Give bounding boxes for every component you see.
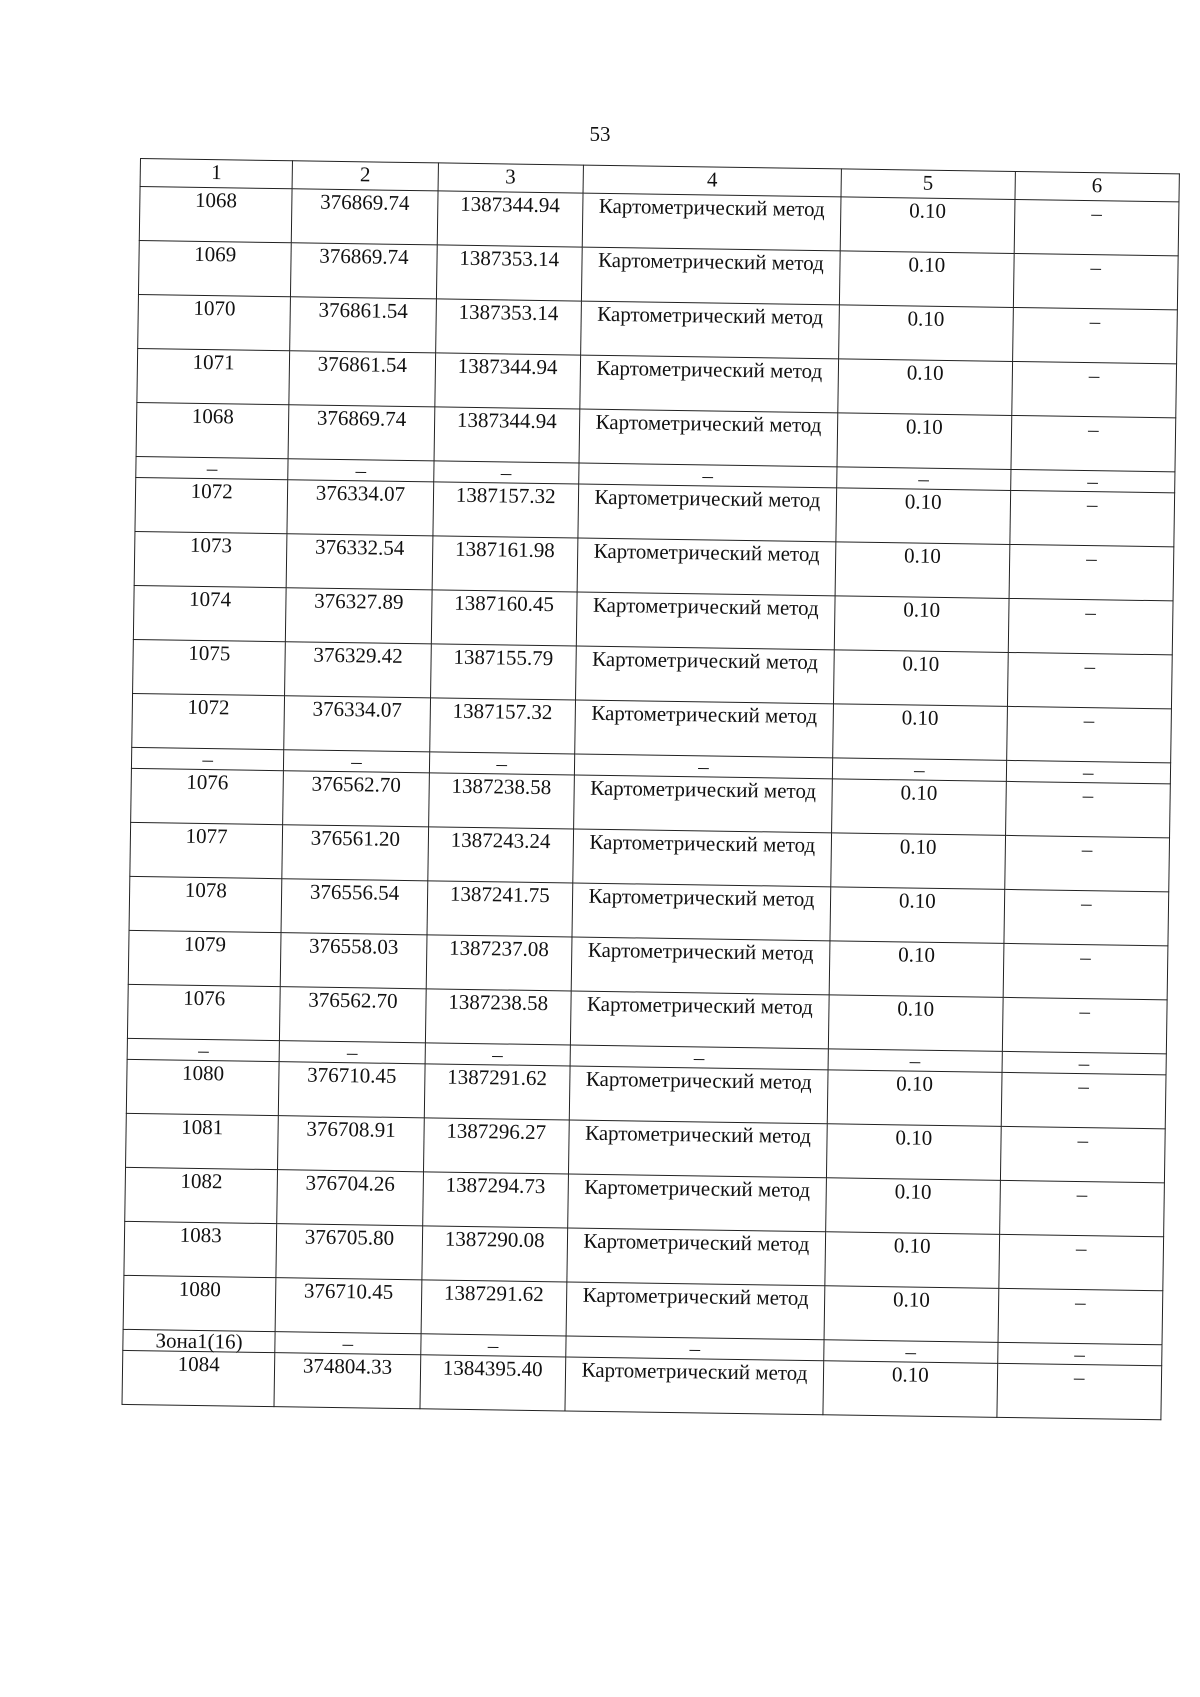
separator-cell: – bbox=[279, 1041, 425, 1064]
point-number-cell: 1074 bbox=[133, 585, 286, 641]
note-cell: – bbox=[1007, 652, 1172, 708]
separator-cell: – bbox=[824, 1340, 998, 1364]
y-coordinate-cell: 1387294.73 bbox=[422, 1172, 568, 1228]
accuracy-cell: 0.10 bbox=[831, 833, 1005, 890]
accuracy-cell: 0.10 bbox=[832, 779, 1006, 836]
separator-cell: – bbox=[828, 1049, 1002, 1073]
accuracy-cell: 0.10 bbox=[837, 413, 1011, 470]
method-cell: Картометрический метод bbox=[580, 355, 839, 413]
x-coordinate-cell: 376710.45 bbox=[275, 1278, 421, 1334]
note-cell: – bbox=[1002, 997, 1167, 1053]
x-coordinate-cell: 376327.89 bbox=[286, 588, 432, 644]
note-cell: – bbox=[1009, 490, 1174, 546]
x-coordinate-cell: 374804.33 bbox=[274, 1353, 420, 1409]
accuracy-cell: 0.10 bbox=[835, 542, 1009, 599]
method-cell: Картометрический метод bbox=[565, 1357, 824, 1415]
note-cell: – bbox=[998, 1234, 1163, 1290]
note-cell: – bbox=[1014, 199, 1179, 255]
point-number-cell: 1080 bbox=[123, 1275, 276, 1331]
method-cell: Картометрический метод bbox=[580, 301, 839, 359]
y-coordinate-cell: 1387157.32 bbox=[432, 482, 578, 538]
header-cell-2: 2 bbox=[292, 161, 438, 191]
header-cell-5: 5 bbox=[841, 169, 1015, 200]
separator-cell: – bbox=[997, 1342, 1162, 1365]
separator-cell: – bbox=[284, 750, 430, 773]
y-coordinate-cell: 1387290.08 bbox=[421, 1226, 567, 1282]
separator-cell: – bbox=[574, 754, 833, 779]
point-number-cell: 1076 bbox=[131, 768, 284, 824]
separator-cell: – bbox=[288, 459, 434, 482]
point-number-cell: 1080 bbox=[126, 1059, 279, 1115]
x-coordinate-cell: 376861.54 bbox=[290, 297, 436, 353]
accuracy-cell: 0.10 bbox=[827, 1070, 1001, 1127]
separator-cell: – bbox=[566, 1336, 825, 1361]
point-number-cell: 1071 bbox=[137, 348, 290, 404]
y-coordinate-cell: 1387291.62 bbox=[421, 1280, 567, 1336]
x-coordinate-cell: 376329.42 bbox=[285, 642, 431, 698]
page-number: 53 bbox=[589, 122, 611, 146]
point-number-cell: 1068 bbox=[139, 187, 292, 243]
accuracy-cell: 0.10 bbox=[836, 488, 1010, 545]
method-cell: Картометрический метод bbox=[567, 1174, 826, 1232]
separator-cell: – bbox=[127, 1038, 280, 1061]
x-coordinate-cell: 376710.45 bbox=[279, 1062, 425, 1118]
separator-cell: – bbox=[570, 1045, 829, 1070]
method-cell: Картометрический метод bbox=[575, 646, 834, 704]
method-cell: Картометрический метод bbox=[579, 409, 838, 467]
method-cell: Картометрический метод bbox=[568, 1120, 827, 1178]
x-coordinate-cell: 376556.54 bbox=[281, 879, 427, 935]
y-coordinate-cell: 1384395.40 bbox=[420, 1355, 566, 1411]
x-coordinate-cell: 376334.07 bbox=[284, 696, 430, 752]
note-cell: – bbox=[1000, 1126, 1165, 1182]
method-cell: Картометрический метод bbox=[576, 592, 835, 650]
point-number-cell: 1081 bbox=[126, 1113, 279, 1169]
method-cell: Картометрический метод bbox=[573, 775, 832, 833]
y-coordinate-cell: 1387157.32 bbox=[429, 698, 575, 754]
method-cell: Картометрический метод bbox=[570, 991, 829, 1049]
point-number-cell: 1076 bbox=[127, 984, 280, 1040]
y-coordinate-cell: 1387296.27 bbox=[423, 1118, 569, 1174]
point-number-cell: 1082 bbox=[125, 1167, 278, 1223]
accuracy-cell: 0.10 bbox=[833, 704, 1007, 761]
note-cell: – bbox=[1001, 1072, 1166, 1128]
x-coordinate-cell: 376704.26 bbox=[277, 1170, 423, 1226]
method-cell: Картометрический метод bbox=[573, 829, 832, 887]
note-cell: – bbox=[1013, 253, 1178, 309]
accuracy-cell: 0.10 bbox=[824, 1286, 998, 1343]
x-coordinate-cell: 376561.20 bbox=[282, 825, 428, 881]
point-number-cell: 1070 bbox=[138, 294, 291, 350]
note-cell: – bbox=[1011, 415, 1176, 471]
method-cell: Картометрический метод bbox=[566, 1282, 825, 1340]
x-coordinate-cell: 376869.74 bbox=[288, 405, 434, 461]
y-coordinate-cell: 1387160.45 bbox=[431, 590, 577, 646]
note-cell: – bbox=[1003, 889, 1168, 945]
accuracy-cell: 0.10 bbox=[834, 596, 1008, 653]
separator-cell: – bbox=[837, 467, 1011, 491]
accuracy-cell: 0.10 bbox=[828, 995, 1002, 1052]
y-coordinate-cell: 1387241.75 bbox=[427, 881, 573, 937]
y-coordinate-cell: 1387353.14 bbox=[435, 299, 581, 355]
x-coordinate-cell: 376562.70 bbox=[283, 771, 429, 827]
note-cell: – bbox=[1012, 307, 1177, 363]
note-cell: – bbox=[1008, 598, 1173, 654]
method-cell: Картометрический метод bbox=[569, 1066, 828, 1124]
accuracy-cell: 0.10 bbox=[834, 650, 1008, 707]
point-number-cell: 1072 bbox=[135, 477, 288, 533]
method-cell: Картометрический метод bbox=[577, 538, 836, 596]
method-cell: Картометрический метод bbox=[572, 883, 831, 941]
point-number-cell: 1069 bbox=[138, 240, 291, 296]
accuracy-cell: 0.10 bbox=[839, 305, 1013, 362]
separator-cell: – bbox=[131, 747, 284, 770]
accuracy-cell: 0.10 bbox=[830, 887, 1004, 944]
x-coordinate-cell: 376708.91 bbox=[278, 1116, 424, 1172]
x-coordinate-cell: 376334.07 bbox=[287, 480, 433, 536]
accuracy-cell: 0.10 bbox=[826, 1178, 1000, 1235]
accuracy-cell: 0.10 bbox=[838, 359, 1012, 416]
x-coordinate-cell: 376869.74 bbox=[292, 189, 438, 245]
header-cell-4: 4 bbox=[583, 165, 842, 197]
x-coordinate-cell: 376332.54 bbox=[286, 534, 432, 590]
separator-cell: – bbox=[275, 1332, 421, 1355]
header-cell-3: 3 bbox=[438, 163, 584, 193]
method-cell: Картометрический метод bbox=[575, 700, 834, 758]
point-number-cell: 1068 bbox=[136, 402, 289, 458]
note-cell: – bbox=[998, 1288, 1163, 1344]
method-cell: Картометрический метод bbox=[571, 937, 830, 995]
separator-cell: – bbox=[832, 758, 1006, 782]
point-number-cell: 1073 bbox=[134, 531, 287, 587]
point-number-cell: 1079 bbox=[128, 930, 281, 986]
separator-cell: – bbox=[136, 456, 289, 479]
separator-cell: – bbox=[425, 1043, 571, 1066]
y-coordinate-cell: 1387344.94 bbox=[434, 353, 580, 409]
separator-cell: – bbox=[579, 463, 838, 488]
separator-cell: – bbox=[433, 461, 579, 484]
x-coordinate-cell: 376861.54 bbox=[289, 351, 435, 407]
header-cell-1: 1 bbox=[140, 159, 293, 189]
accuracy-cell: 0.10 bbox=[829, 941, 1003, 998]
x-coordinate-cell: 376562.70 bbox=[280, 987, 426, 1043]
y-coordinate-cell: 1387237.08 bbox=[426, 935, 572, 991]
accuracy-cell: 0.10 bbox=[825, 1232, 999, 1289]
note-cell: – bbox=[1006, 706, 1171, 762]
point-number-cell: 1078 bbox=[129, 876, 282, 932]
separator-cell: – bbox=[429, 752, 575, 775]
method-cell: Картометрический метод bbox=[567, 1228, 826, 1286]
separator-cell: – bbox=[1010, 469, 1175, 492]
y-coordinate-cell: 1387344.94 bbox=[434, 407, 580, 463]
point-number-cell: 1075 bbox=[133, 639, 286, 695]
point-number-cell: 1072 bbox=[132, 693, 285, 749]
point-number-cell: 1084 bbox=[122, 1350, 275, 1406]
y-coordinate-cell: 1387161.98 bbox=[432, 536, 578, 592]
accuracy-cell: 0.10 bbox=[839, 251, 1013, 308]
note-cell: – bbox=[996, 1363, 1161, 1419]
x-coordinate-cell: 376869.74 bbox=[291, 243, 437, 299]
x-coordinate-cell: 376705.80 bbox=[276, 1224, 422, 1280]
y-coordinate-cell: 1387155.79 bbox=[430, 644, 576, 700]
method-cell: Картометрический метод bbox=[581, 247, 840, 305]
table-body bbox=[122, 159, 1179, 1420]
x-coordinate-cell: 376558.03 bbox=[281, 933, 427, 989]
y-coordinate-cell: 1387238.58 bbox=[425, 989, 571, 1045]
note-cell: – bbox=[1009, 544, 1174, 600]
separator-cell: – bbox=[1002, 1051, 1167, 1074]
y-coordinate-cell: 1387344.94 bbox=[437, 191, 583, 247]
method-cell: Картометрический метод bbox=[578, 484, 837, 542]
note-cell: – bbox=[1003, 943, 1168, 999]
header-cell-6: 6 bbox=[1015, 171, 1180, 201]
separator-cell: – bbox=[1006, 760, 1171, 783]
note-cell: – bbox=[1011, 361, 1176, 417]
separator-cell: – bbox=[420, 1334, 566, 1357]
coordinates-table bbox=[122, 158, 1180, 1420]
point-number-cell: 1077 bbox=[130, 822, 283, 878]
y-coordinate-cell: 1387353.14 bbox=[436, 245, 582, 301]
y-coordinate-cell: 1387238.58 bbox=[428, 773, 574, 829]
separator-cell: Зона1(16) bbox=[123, 1329, 276, 1352]
y-coordinate-cell: 1387243.24 bbox=[427, 827, 573, 883]
accuracy-cell: 0.10 bbox=[823, 1361, 997, 1418]
y-coordinate-cell: 1387291.62 bbox=[424, 1064, 570, 1120]
accuracy-cell: 0.10 bbox=[840, 197, 1014, 254]
method-cell: Картометрический метод bbox=[582, 193, 841, 251]
note-cell: – bbox=[1005, 781, 1170, 837]
point-number-cell: 1083 bbox=[124, 1221, 277, 1277]
note-cell: – bbox=[999, 1180, 1164, 1236]
note-cell: – bbox=[1004, 835, 1169, 891]
accuracy-cell: 0.10 bbox=[826, 1124, 1000, 1181]
